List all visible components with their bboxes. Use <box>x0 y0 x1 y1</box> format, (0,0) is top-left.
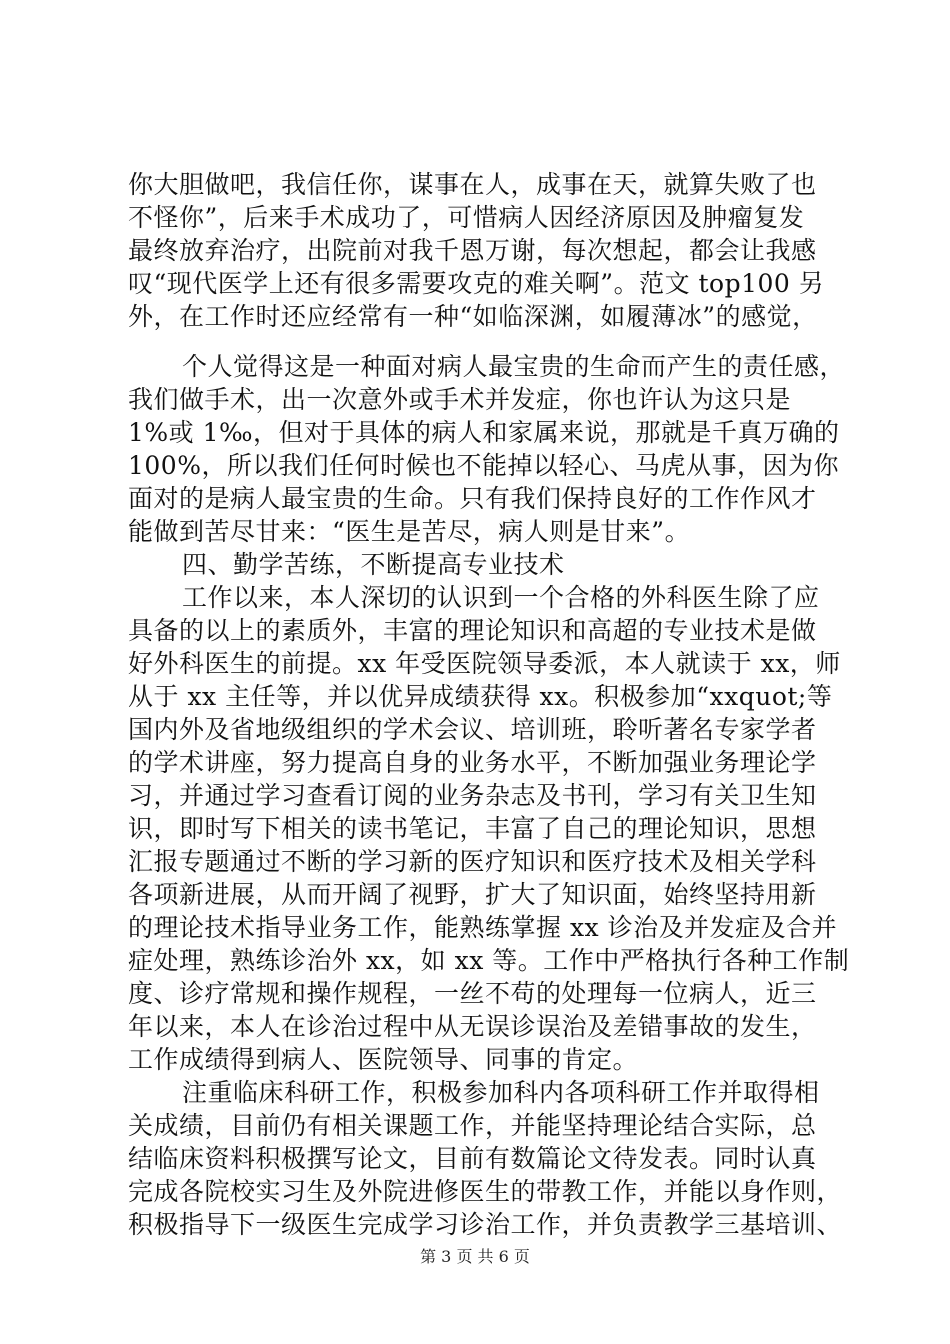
text-line: 各项新进展，从而开阔了视野，扩大了知识面，始终坚持用新 <box>128 880 817 909</box>
body-text <box>128 350 848 1241</box>
text-line: 识，即时写下相关的读书笔记，丰富了自己的理论知识，思想 <box>128 814 817 843</box>
text-line: 面对的是病人最宝贵的生命。只有我们保持良好的工作作风才 <box>128 484 817 513</box>
text-line: 年以来，本人在诊治过程中从无误诊误治及差错事故的发生， <box>128 1012 817 1041</box>
text-line: 能做到苦尽甘来：“医生是苦尽，病人则是甘来”。 <box>128 517 691 546</box>
text-line: 关成绩，目前仍有相关课题工作，并能坚持理论结合实际，总 <box>128 1111 817 1140</box>
paragraph-continuation <box>128 168 848 333</box>
text-line: 的学术讲座，努力提高自身的业务水平，不断加强业务理论学 <box>128 748 817 777</box>
text-line: 习，并通过学习查看订阅的业务杂志及书刊，学习有关卫生知 <box>128 781 817 810</box>
text-line: 完成各院校实习生及外院进修医生的带教工作，并能以身作则， <box>128 1177 843 1206</box>
page-number-footer: 第 3 页 共 6 页 <box>420 1247 530 1266</box>
text-line: 我们做手术，出一次意外或手术并发症，你也许认为这只是 <box>128 385 792 414</box>
text-line: 叹“现代医学上还有很多需要攻克的难关啊”。范文 top100 另 <box>128 269 825 298</box>
text-line: 工作成绩得到病人、医院领导、同事的肯定。 <box>128 1045 639 1074</box>
text-line: 的理论技术指导业务工作，能熟练掌握 xx 诊治及并发症及合并 <box>128 913 838 942</box>
text-line: 外，在工作时还应经常有一种“如临深渊，如履薄冰”的感觉， <box>128 302 818 331</box>
text-line: 度、诊疗常规和操作规程，一丝不苟的处理每一位病人，近三 <box>128 979 817 1008</box>
text-line: 积极指导下一级医生完成学习诊治工作，并负责教学三基培训、 <box>128 1210 843 1239</box>
text-line: 症处理，熟练诊治外 xx，如 xx 等。工作中严格执行各种工作制 <box>128 946 850 975</box>
paragraph-start-line: 个人觉得这是一种面对病人最宝贵的生命而产生的责任感， <box>182 352 846 381</box>
text-line: 你大胆做吧，我信任你，谋事在人，成事在天，就算失败了也 <box>128 170 817 199</box>
text-line: 好外科医生的前提。xx 年受医院领导委派，本人就读于 xx，师 <box>128 649 841 678</box>
text-line: 从于 xx 主任等，并以优异成绩获得 xx。积极参加“xxquot;等 <box>128 682 833 711</box>
text-line: 结临床资料积极撰写论文，目前有数篇论文待发表。同时认真 <box>128 1144 817 1173</box>
text-line: 汇报专题通过不断的学习新的医疗知识和医疗技术及相关学科 <box>128 847 817 876</box>
paragraph-start-line: 工作以来，本人深切的认识到一个合格的外科医生除了应 <box>182 583 820 612</box>
text-line: 具备的以上的素质外，丰富的理论知识和高超的专业技术是做 <box>128 616 817 645</box>
text-line: 100%，所以我们任何时候也不能掉以轻心、马虎从事，因为你 <box>128 451 839 480</box>
text-line: 最终放弃治疗，出院前对我千恩万谢，每次想起，都会让我感 <box>128 236 817 265</box>
text-line: 国内外及省地级组织的学术会议、培训班，聆听著名专家学者 <box>128 715 817 744</box>
paragraph-start-line: 注重临床科研工作，积极参加科内各项科研工作并取得相 <box>182 1078 820 1107</box>
text-line: 不怪你”，后来手术成功了，可惜病人因经济原因及肿瘤复发 <box>128 203 805 232</box>
text-line: 1%或 1‰，但对于具体的病人和家属来说，那就是千真万确的 <box>128 418 840 447</box>
section-heading: 四、勤学苦练，不断提高专业技术 <box>182 550 565 579</box>
